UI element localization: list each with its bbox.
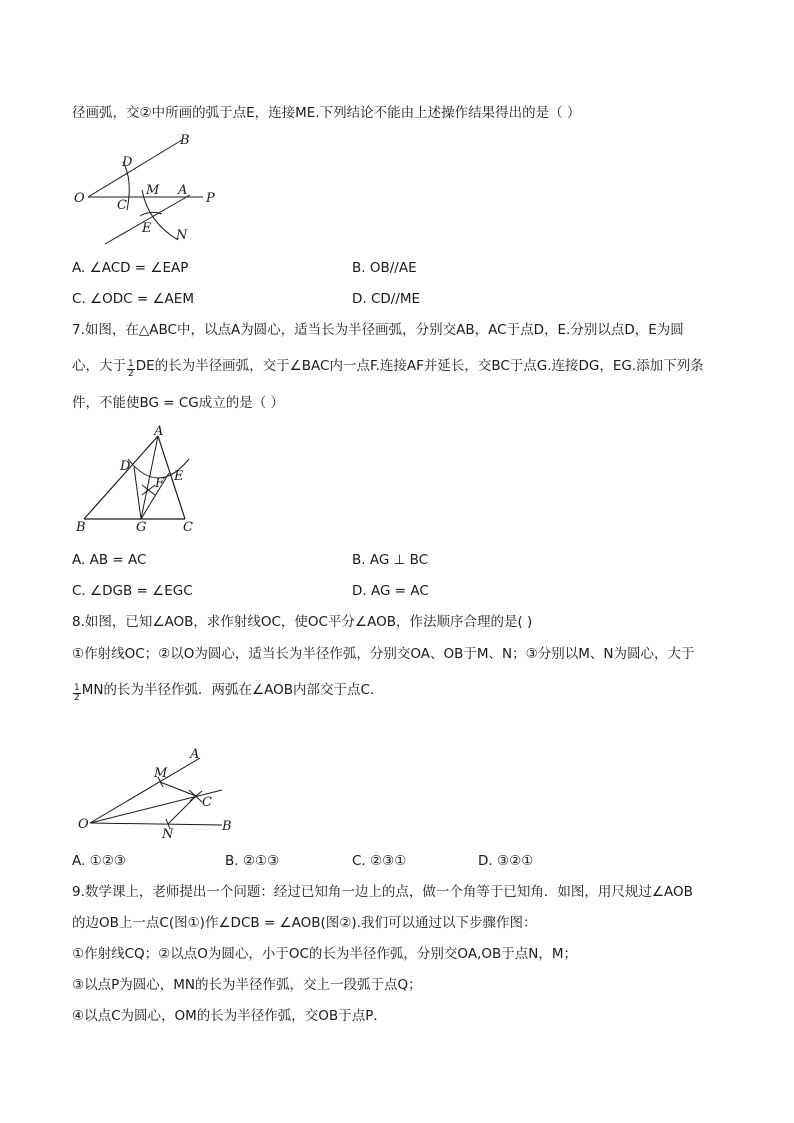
q7-line-3: 件，不能使BG = CG成立的是（ ）	[72, 395, 285, 411]
q8-line-3: $\frac{1}{2}$ MN的长为半径作弧．两弧在∠AOB内部交于点C．	[74, 682, 384, 703]
label-b: B	[76, 520, 86, 535]
q7-line-2: 心，大于 $\frac{1}{2}$ DE的长为半径画弧，交于∠BAC内一点F.连接AF并延长，交BC于点G.连接DG，EG.添加下列条	[72, 358, 704, 379]
q8-option-c[interactable]: C. ②③①	[352, 853, 407, 869]
q7-line-1: 7.如图，在△ABC中，以点A为圆心，适当长为半径画弧，分别交AB，AC于点D，E.分别以点D，E为圆	[72, 322, 684, 338]
label-a: A	[190, 747, 200, 762]
ray-ob	[90, 823, 222, 825]
q8-option-b[interactable]: B. ②①③	[225, 853, 280, 869]
q7-option-d[interactable]: D. AG = AC	[352, 583, 429, 599]
fraction-one-half: $\frac{1}{2}$	[74, 683, 80, 703]
q9-line-5: ④以点C为圆心，OM的长为半径作弧，交OB于点P．	[72, 1008, 387, 1024]
q8-option-a[interactable]: A. ①②③	[72, 853, 126, 869]
q6-option-b[interactable]: B. OB//AE	[352, 260, 417, 276]
ray-oa	[90, 758, 200, 823]
q6-stem-tail: 径画弧，交②中所画的弧于点E，连接ME.下列结论不能由上述操作结果得出的是（ ）	[72, 105, 581, 121]
label-b: B	[180, 133, 190, 148]
fraction-one-half: $\frac{1}{2}$	[128, 359, 134, 379]
q9-line-3: ①作射线CQ；②以点O为圆心，小于OC的长为半径作弧，分别交OA,OB于点N，M；	[72, 946, 577, 962]
side-ab	[84, 436, 158, 519]
q8-option-d[interactable]: D. ③②①	[478, 853, 534, 869]
label-f: F	[155, 476, 165, 491]
q9-line-2: 的边OB上一点C(图①)作∠DCB = ∠AOB(图②).我们可以通过以下步骤作图：	[72, 915, 537, 931]
label-m: M	[154, 766, 168, 781]
label-d: D	[120, 459, 131, 474]
label-p: P	[206, 191, 215, 206]
q8-line-2: ①作射线OC；②以O为圆心，适当长为半径作弧，分别交OA、OB于M、N；③分别以M、N为圆心，大于	[72, 646, 695, 662]
label-e: E	[142, 221, 152, 236]
label-o: O	[74, 191, 85, 206]
label-m: M	[146, 183, 160, 198]
q8-figure	[72, 740, 242, 840]
label-a: A	[178, 183, 188, 198]
q6-option-c[interactable]: C. ∠ODC = ∠AEM	[72, 291, 194, 307]
label-n: N	[162, 827, 174, 840]
label-b: B	[222, 819, 232, 834]
q7-option-c[interactable]: C. ∠DGB = ∠EGC	[72, 583, 193, 599]
label-n: N	[176, 228, 188, 243]
q6-figure	[70, 130, 240, 250]
label-d: D	[122, 155, 133, 170]
q9-line-4: ③以点P为圆心，MN的长为半径作弧，交上一段弧于点Q；	[72, 977, 422, 993]
q6-option-d[interactable]: D. CD//ME	[352, 291, 421, 307]
label-c: C	[183, 520, 193, 535]
q7-option-a[interactable]: A. AB = AC	[72, 552, 147, 568]
label-a: A	[154, 425, 164, 439]
ray-ob	[88, 140, 182, 197]
label-c: C	[202, 795, 212, 810]
segment-mc	[160, 782, 196, 796]
q6-option-a[interactable]: A. ∠ACD = ∠EAP	[72, 260, 189, 276]
q7-figure	[72, 425, 202, 535]
label-g: G	[136, 520, 147, 535]
q9-line-1: 9.数学课上，老师提出一个问题：经过已知角一边上的点，做一个角等于已知角．如图，用尺规过∠AOB	[72, 884, 693, 900]
label-c: C	[117, 198, 127, 213]
q7-option-b[interactable]: B. AG ⊥ BC	[352, 552, 429, 568]
label-e: E	[174, 469, 184, 484]
segment-dg	[134, 467, 141, 519]
label-o: O	[78, 817, 89, 832]
q8-line-1: 8.如图，已知∠AOB，求作射线OC，使OC平分∠AOB，作法顺序合理的是( )	[72, 614, 533, 630]
